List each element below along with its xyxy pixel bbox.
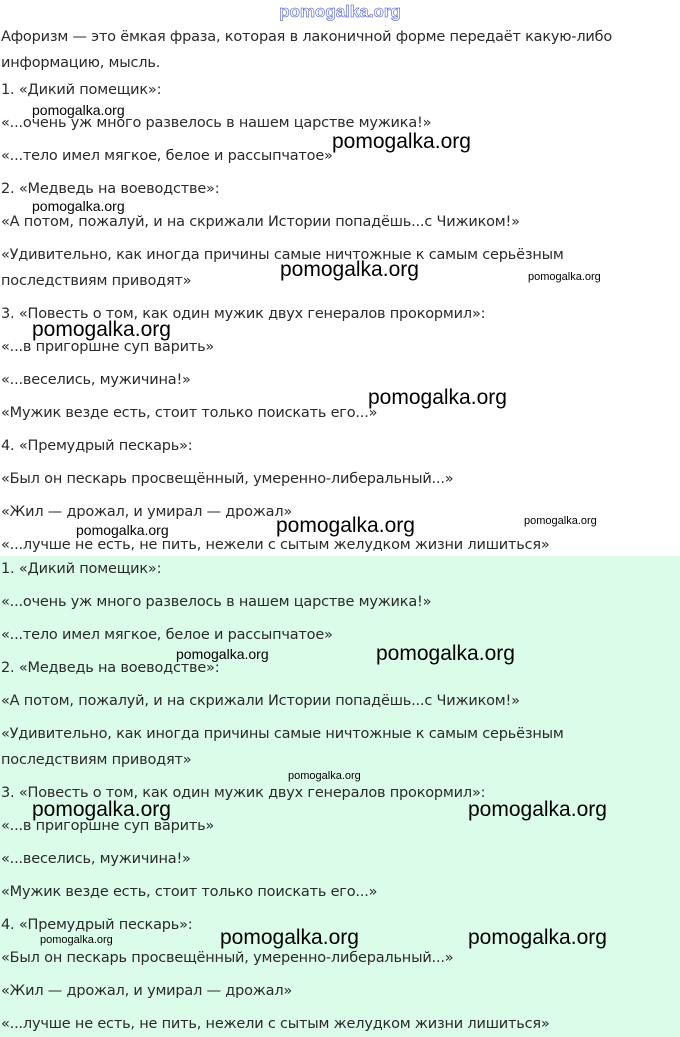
- quote-line: «...тело имел мягкое, белое и рассыпчатое»: [1, 148, 333, 164]
- section-title: 3. «Повесть о том, как один мужик двух генералов прокормил»:: [1, 306, 486, 322]
- site-logo-text[interactable]: pomogalka.org: [279, 2, 401, 21]
- quote-line: «Удивительно, как иногда причины самые ничтожные к самым серьёзным: [1, 247, 564, 263]
- watermark: pomogalka.org: [468, 798, 607, 821]
- watermark: pomogalka.org: [176, 646, 269, 662]
- quote-line: «Удивительно, как иногда причины самые ничтожные к самым серьёзным: [1, 726, 564, 742]
- quote-line: «...веселись, мужичина!»: [1, 372, 191, 388]
- section-title: 2. «Медведь на воеводстве»:: [1, 181, 220, 197]
- intro-line-2: информацию, мысль.: [1, 55, 161, 71]
- watermark: pomogalka.org: [368, 386, 507, 409]
- quote-line: последствиям приводят»: [1, 273, 192, 289]
- quote-line: последствиям приводят»: [1, 752, 192, 768]
- watermark: pomogalka.org: [76, 522, 169, 538]
- watermark: pomogalka.org: [376, 642, 515, 665]
- watermark: pomogalka.org: [332, 130, 471, 153]
- watermark: pomogalka.org: [288, 770, 361, 782]
- quote-line: «...очень уж много развелось в нашем царстве мужика!»: [1, 115, 432, 131]
- quote-line: «...очень уж много развелось в нашем царстве мужика!»: [1, 594, 432, 610]
- watermark: pomogalka.org: [220, 926, 359, 949]
- watermark: pomogalka.org: [32, 198, 125, 214]
- quote-line: «А потом, пожалуй, и на скрижали Истории попадёшь...с Чижиком!»: [1, 693, 520, 709]
- section-title: 2. «Медведь на воеводстве»:: [1, 660, 220, 676]
- quote-line: «...лучше не есть, не пить, нежели с сытым желудком жизни лишиться»: [1, 1016, 550, 1032]
- quote-line: «А потом, пожалуй, и на скрижали Истории попадёшь...с Чижиком!»: [1, 214, 520, 230]
- quote-line: «...тело имел мягкое, белое и рассыпчатое»: [1, 627, 333, 643]
- intro-line-1: Афоризм — это ёмкая фраза, которая в лаконичной форме передаёт какую-либо: [1, 29, 613, 45]
- watermark: pomogalka.org: [276, 514, 415, 537]
- section-title: 4. «Премудрый пескарь»:: [1, 438, 193, 454]
- watermark: pomogalka.org: [40, 934, 113, 946]
- watermark: pomogalka.org: [32, 798, 171, 821]
- watermark: pomogalka.org: [32, 102, 125, 118]
- section-title: 1. «Дикий помещик»:: [1, 561, 162, 577]
- watermark: pomogalka.org: [524, 515, 597, 527]
- watermark: pomogalka.org: [280, 258, 419, 281]
- quote-line: «Был он пескарь просвещённый, умеренно-либеральный...»: [1, 471, 454, 487]
- watermark: pomogalka.org: [528, 271, 601, 283]
- watermark: pomogalka.org: [32, 318, 171, 341]
- quote-line: «...лучше не есть, не пить, нежели с сытым желудком жизни лишиться»: [1, 537, 550, 553]
- answer-block-2: [0, 556, 680, 1037]
- quote-line: «Мужик везде есть, стоит только поискать его...»: [1, 884, 378, 900]
- site-header[interactable]: [0, 0, 680, 24]
- quote-line: «Жил — дрожал, и умирал — дрожал»: [1, 983, 293, 999]
- quote-line: «...веселись, мужичина!»: [1, 851, 191, 867]
- section-title: 3. «Повесть о том, как один мужик двух генералов прокормил»:: [1, 785, 486, 801]
- quote-line: «Был он пескарь просвещённый, умеренно-либеральный...»: [1, 950, 454, 966]
- answer-block-1: [0, 24, 680, 556]
- quote-line: «...в пригоршне суп варить»: [1, 818, 215, 834]
- quote-line: «Мужик везде есть, стоит только поискать его...»: [1, 405, 378, 421]
- section-title: 1. «Дикий помещик»:: [1, 82, 162, 98]
- quote-line: «...в пригоршне суп варить»: [1, 339, 215, 355]
- watermark: pomogalka.org: [468, 926, 607, 949]
- section-title: 4. «Премудрый пескарь»:: [1, 917, 193, 933]
- quote-line: «Жил — дрожал, и умирал — дрожал»: [1, 504, 293, 520]
